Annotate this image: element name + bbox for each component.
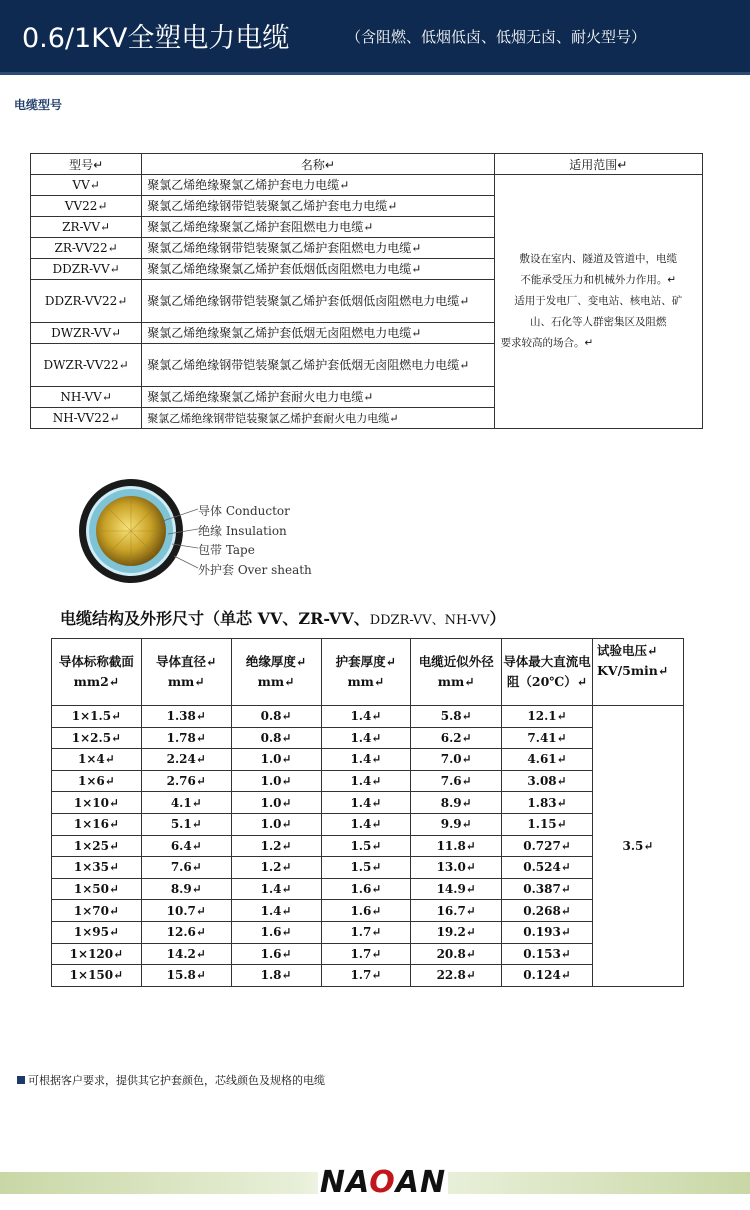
table-row — [52, 965, 684, 987]
table-row — [52, 857, 684, 879]
cross-section-cell: 1×150↵ — [52, 965, 142, 987]
customization-note — [17, 1072, 325, 1088]
conductor-diameter-cell: 1.78↵ — [141, 727, 231, 749]
cross-section-cell: 1×10↵ — [52, 792, 142, 814]
dc-resistance-cell: 0.268↵ — [502, 900, 593, 922]
header-test-voltage: 试验电压↵ KV/5min↵ — [593, 639, 684, 706]
insulation-thickness-cell: 1.2↵ — [231, 857, 321, 879]
structure-title-models-2: DDZR-VV、NH-VV — [369, 613, 490, 628]
structure-title-text: 电缆结构及外形尺寸（ — [60, 609, 221, 628]
legend-conductor: 导体 Conductor — [198, 504, 290, 518]
structure-title — [60, 606, 506, 629]
header-outer-diameter: 电缆近似外径 mm↵ — [411, 639, 502, 706]
header-cross-section: 导体标称截面 mm2↵ — [52, 639, 142, 706]
dc-resistance-cell: 3.08↵ — [502, 770, 593, 792]
outer-diameter-cell: 22.8↵ — [411, 965, 502, 987]
conductor-diameter-cell: 8.9↵ — [141, 878, 231, 900]
name-cell: 聚氯乙烯绝缘钢带铠装聚氯乙烯护套电力电缆↵ — [142, 196, 494, 217]
name-cell: 聚氯乙烯绝缘聚氯乙烯护套低烟低卤阻燃电力电缆↵ — [142, 259, 494, 280]
table-row — [52, 878, 684, 900]
insulation-thickness-cell: 1.2↵ — [231, 835, 321, 857]
outer-diameter-cell: 6.2↵ — [411, 727, 502, 749]
sheath-thickness-cell: 1.4↵ — [321, 770, 411, 792]
outer-diameter-cell: 9.9↵ — [411, 813, 502, 835]
conductor-diameter-cell: 15.8↵ — [141, 965, 231, 987]
dc-resistance-cell: 7.41↵ — [502, 727, 593, 749]
table-row — [52, 792, 684, 814]
outer-diameter-cell: 14.9↵ — [411, 878, 502, 900]
structure-title-end: ） — [489, 609, 506, 628]
table-row — [52, 900, 684, 922]
bullet-square-icon — [17, 1076, 25, 1084]
outer-diameter-cell: 19.2↵ — [411, 921, 502, 943]
table-row — [52, 770, 684, 792]
cross-section-cell: 1×6↵ — [52, 770, 142, 792]
conductor-diameter-cell: 10.7↵ — [141, 900, 231, 922]
conductor-diameter-cell: 6.4↵ — [141, 835, 231, 857]
insulation-thickness-cell: 1.0↵ — [231, 770, 321, 792]
name-cell: 聚氯乙烯绝缘钢带铠装聚氯乙烯护套耐火电力电缆↵ — [142, 408, 494, 429]
model-cell: DDZR-VV↵ — [31, 259, 142, 280]
legend-tape: 包带 Tape — [198, 543, 255, 557]
model-cell: DWZR-VV22↵ — [31, 344, 142, 387]
page-title: 0.6/1KV全塑电力电缆 — [22, 23, 290, 54]
outer-diameter-cell: 11.8↵ — [411, 835, 502, 857]
sheath-thickness-cell: 1.4↵ — [321, 727, 411, 749]
name-cell: 聚氯乙烯绝缘聚氯乙烯护套耐火电力电缆↵ — [142, 387, 494, 408]
cross-section-cell: 1×2.5↵ — [52, 727, 142, 749]
header-model: 型号↵ — [31, 154, 142, 175]
table-row — [52, 706, 684, 728]
outer-diameter-cell: 16.7↵ — [411, 900, 502, 922]
test-voltage-cell: 3.5↵ — [593, 706, 684, 987]
scope-line: 适用于发电厂、变电站、核电站、矿 — [514, 295, 683, 307]
dc-resistance-cell: 4.61↵ — [502, 749, 593, 771]
dimension-table — [51, 638, 684, 987]
outer-diameter-cell: 20.8↵ — [411, 943, 502, 965]
table-row — [52, 921, 684, 943]
conductor-diameter-cell: 12.6↵ — [141, 921, 231, 943]
cross-section-cell: 1×70↵ — [52, 900, 142, 922]
outer-diameter-cell: 5.8↵ — [411, 706, 502, 728]
legend-over-sheath: 外护套 Over sheath — [198, 563, 312, 577]
model-cell: VV22↵ — [31, 196, 142, 217]
insulation-thickness-cell: 1.6↵ — [231, 921, 321, 943]
dc-resistance-cell: 0.727↵ — [502, 835, 593, 857]
sheath-thickness-cell: 1.4↵ — [321, 813, 411, 835]
table-row — [52, 749, 684, 771]
header-banner — [0, 0, 750, 75]
dc-resistance-cell: 1.83↵ — [502, 792, 593, 814]
sheath-thickness-cell: 1.5↵ — [321, 835, 411, 857]
cross-section-cell: 1×50↵ — [52, 878, 142, 900]
cross-section-cell: 1×4↵ — [52, 749, 142, 771]
insulation-thickness-cell: 1.6↵ — [231, 943, 321, 965]
sheath-thickness-cell: 1.6↵ — [321, 878, 411, 900]
insulation-thickness-cell: 0.8↵ — [231, 727, 321, 749]
structure-title-models: 单芯 VV、ZR-VV、 — [220, 609, 370, 628]
dc-resistance-cell: 0.193↵ — [502, 921, 593, 943]
header-conductor-diameter: 导体直径↵ mm↵ — [141, 639, 231, 706]
insulation-thickness-cell: 0.8↵ — [231, 706, 321, 728]
table-row — [31, 175, 703, 196]
conductor-diameter-cell: 14.2↵ — [141, 943, 231, 965]
cross-section-cell: 1×25↵ — [52, 835, 142, 857]
dc-resistance-cell: 0.153↵ — [502, 943, 593, 965]
name-cell: 聚氯乙烯绝缘聚氯乙烯护套电力电缆↵ — [142, 175, 494, 196]
model-cell: DDZR-VV22↵ — [31, 280, 142, 323]
cross-section-cell: 1×120↵ — [52, 943, 142, 965]
table-row — [52, 813, 684, 835]
model-cell: DWZR-VV↵ — [31, 323, 142, 344]
dc-resistance-cell: 12.1↵ — [502, 706, 593, 728]
name-cell: 聚氯乙烯绝缘聚氯乙烯护套阻燃电力电缆↵ — [142, 217, 494, 238]
insulation-thickness-cell: 1.4↵ — [231, 878, 321, 900]
name-cell: 聚氯乙烯绝缘钢带铠装聚氯乙烯护套低烟低卤阻燃电力电缆↵ — [142, 280, 494, 323]
table-row — [52, 835, 684, 857]
sheath-thickness-cell: 1.5↵ — [321, 857, 411, 879]
cross-section-cell: 1×1.5↵ — [52, 706, 142, 728]
name-cell: 聚氯乙烯绝缘钢带铠装聚氯乙烯护套阻燃电力电缆↵ — [142, 238, 494, 259]
sheath-thickness-cell: 1.7↵ — [321, 965, 411, 987]
legend-insulation: 绝缘 Insulation — [198, 524, 287, 538]
model-cell: NH-VV22↵ — [31, 408, 142, 429]
scope-line: 不能承受压力和机械外力作用。↵ — [520, 274, 677, 286]
scope-cell — [494, 175, 702, 429]
outer-diameter-cell: 8.9↵ — [411, 792, 502, 814]
header-name: 名称↵ — [142, 154, 494, 175]
outer-diameter-cell: 7.6↵ — [411, 770, 502, 792]
model-cell: ZR-VV22↵ — [31, 238, 142, 259]
dc-resistance-cell: 0.387↵ — [502, 878, 593, 900]
naoan-logo: NAOAN — [319, 1165, 447, 1200]
sheath-thickness-cell: 1.7↵ — [321, 921, 411, 943]
model-cell: NH-VV↵ — [31, 387, 142, 408]
cross-section-cell: 1×35↵ — [52, 857, 142, 879]
conductor-diameter-cell: 1.38↵ — [141, 706, 231, 728]
conductor-diameter-cell: 2.24↵ — [141, 749, 231, 771]
header-scope: 适用范围↵ — [494, 154, 702, 175]
scope-line: 要求较高的场合。↵ — [500, 337, 594, 349]
table-row — [52, 727, 684, 749]
conductor-diameter-cell: 5.1↵ — [141, 813, 231, 835]
dc-resistance-cell: 0.524↵ — [502, 857, 593, 879]
conductor-diameter-cell: 2.76↵ — [141, 770, 231, 792]
sheath-thickness-cell: 1.4↵ — [321, 706, 411, 728]
sheath-thickness-cell: 1.7↵ — [321, 943, 411, 965]
header-sheath-thickness: 护套厚度↵ mm↵ — [321, 639, 411, 706]
section-label: 电缆型号 — [14, 98, 63, 112]
cross-section-cell: 1×95↵ — [52, 921, 142, 943]
model-cell: VV↵ — [31, 175, 142, 196]
conductor-diameter-cell: 7.6↵ — [141, 857, 231, 879]
page-subtitle: （含阻燃、低烟低卤、低烟无卤、耐火型号） — [346, 28, 647, 46]
outer-diameter-cell: 13.0↵ — [411, 857, 502, 879]
conductor-diameter-cell: 4.1↵ — [141, 792, 231, 814]
name-cell: 聚氯乙烯绝缘聚氯乙烯护套低烟无卤阻燃电力电缆↵ — [142, 323, 494, 344]
name-cell: 聚氯乙烯绝缘钢带铠装聚氯乙烯护套低烟无卤阻燃电力电缆↵ — [142, 344, 494, 387]
insulation-thickness-cell: 1.4↵ — [231, 900, 321, 922]
insulation-thickness-cell: 1.0↵ — [231, 792, 321, 814]
cross-section-cell: 1×16↵ — [52, 813, 142, 835]
legend-leader-lines — [160, 500, 200, 580]
table-row — [52, 943, 684, 965]
insulation-thickness-cell: 1.0↵ — [231, 749, 321, 771]
dc-resistance-cell: 0.124↵ — [502, 965, 593, 987]
outer-diameter-cell: 7.0↵ — [411, 749, 502, 771]
scope-line: 山、石化等人群密集区及阻燃 — [530, 316, 667, 328]
insulation-thickness-cell: 1.8↵ — [231, 965, 321, 987]
dc-resistance-cell: 1.15↵ — [502, 813, 593, 835]
insulation-thickness-cell: 1.0↵ — [231, 813, 321, 835]
note-text: 可根据客户要求，提供其它护套颜色，芯线颜色及规格的电缆 — [28, 1074, 325, 1087]
header-insulation-thickness: 绝缘厚度↵ mm↵ — [231, 639, 321, 706]
sheath-thickness-cell: 1.6↵ — [321, 900, 411, 922]
scope-line: 敷设在室内、隧道及管道中，电缆 — [519, 253, 678, 265]
sheath-thickness-cell: 1.4↵ — [321, 749, 411, 771]
sheath-thickness-cell: 1.4↵ — [321, 792, 411, 814]
model-cell: ZR-VV↵ — [31, 217, 142, 238]
header-dc-resistance: 导体最大直流电阻（20℃）↵ — [502, 639, 593, 706]
model-table — [30, 153, 703, 429]
